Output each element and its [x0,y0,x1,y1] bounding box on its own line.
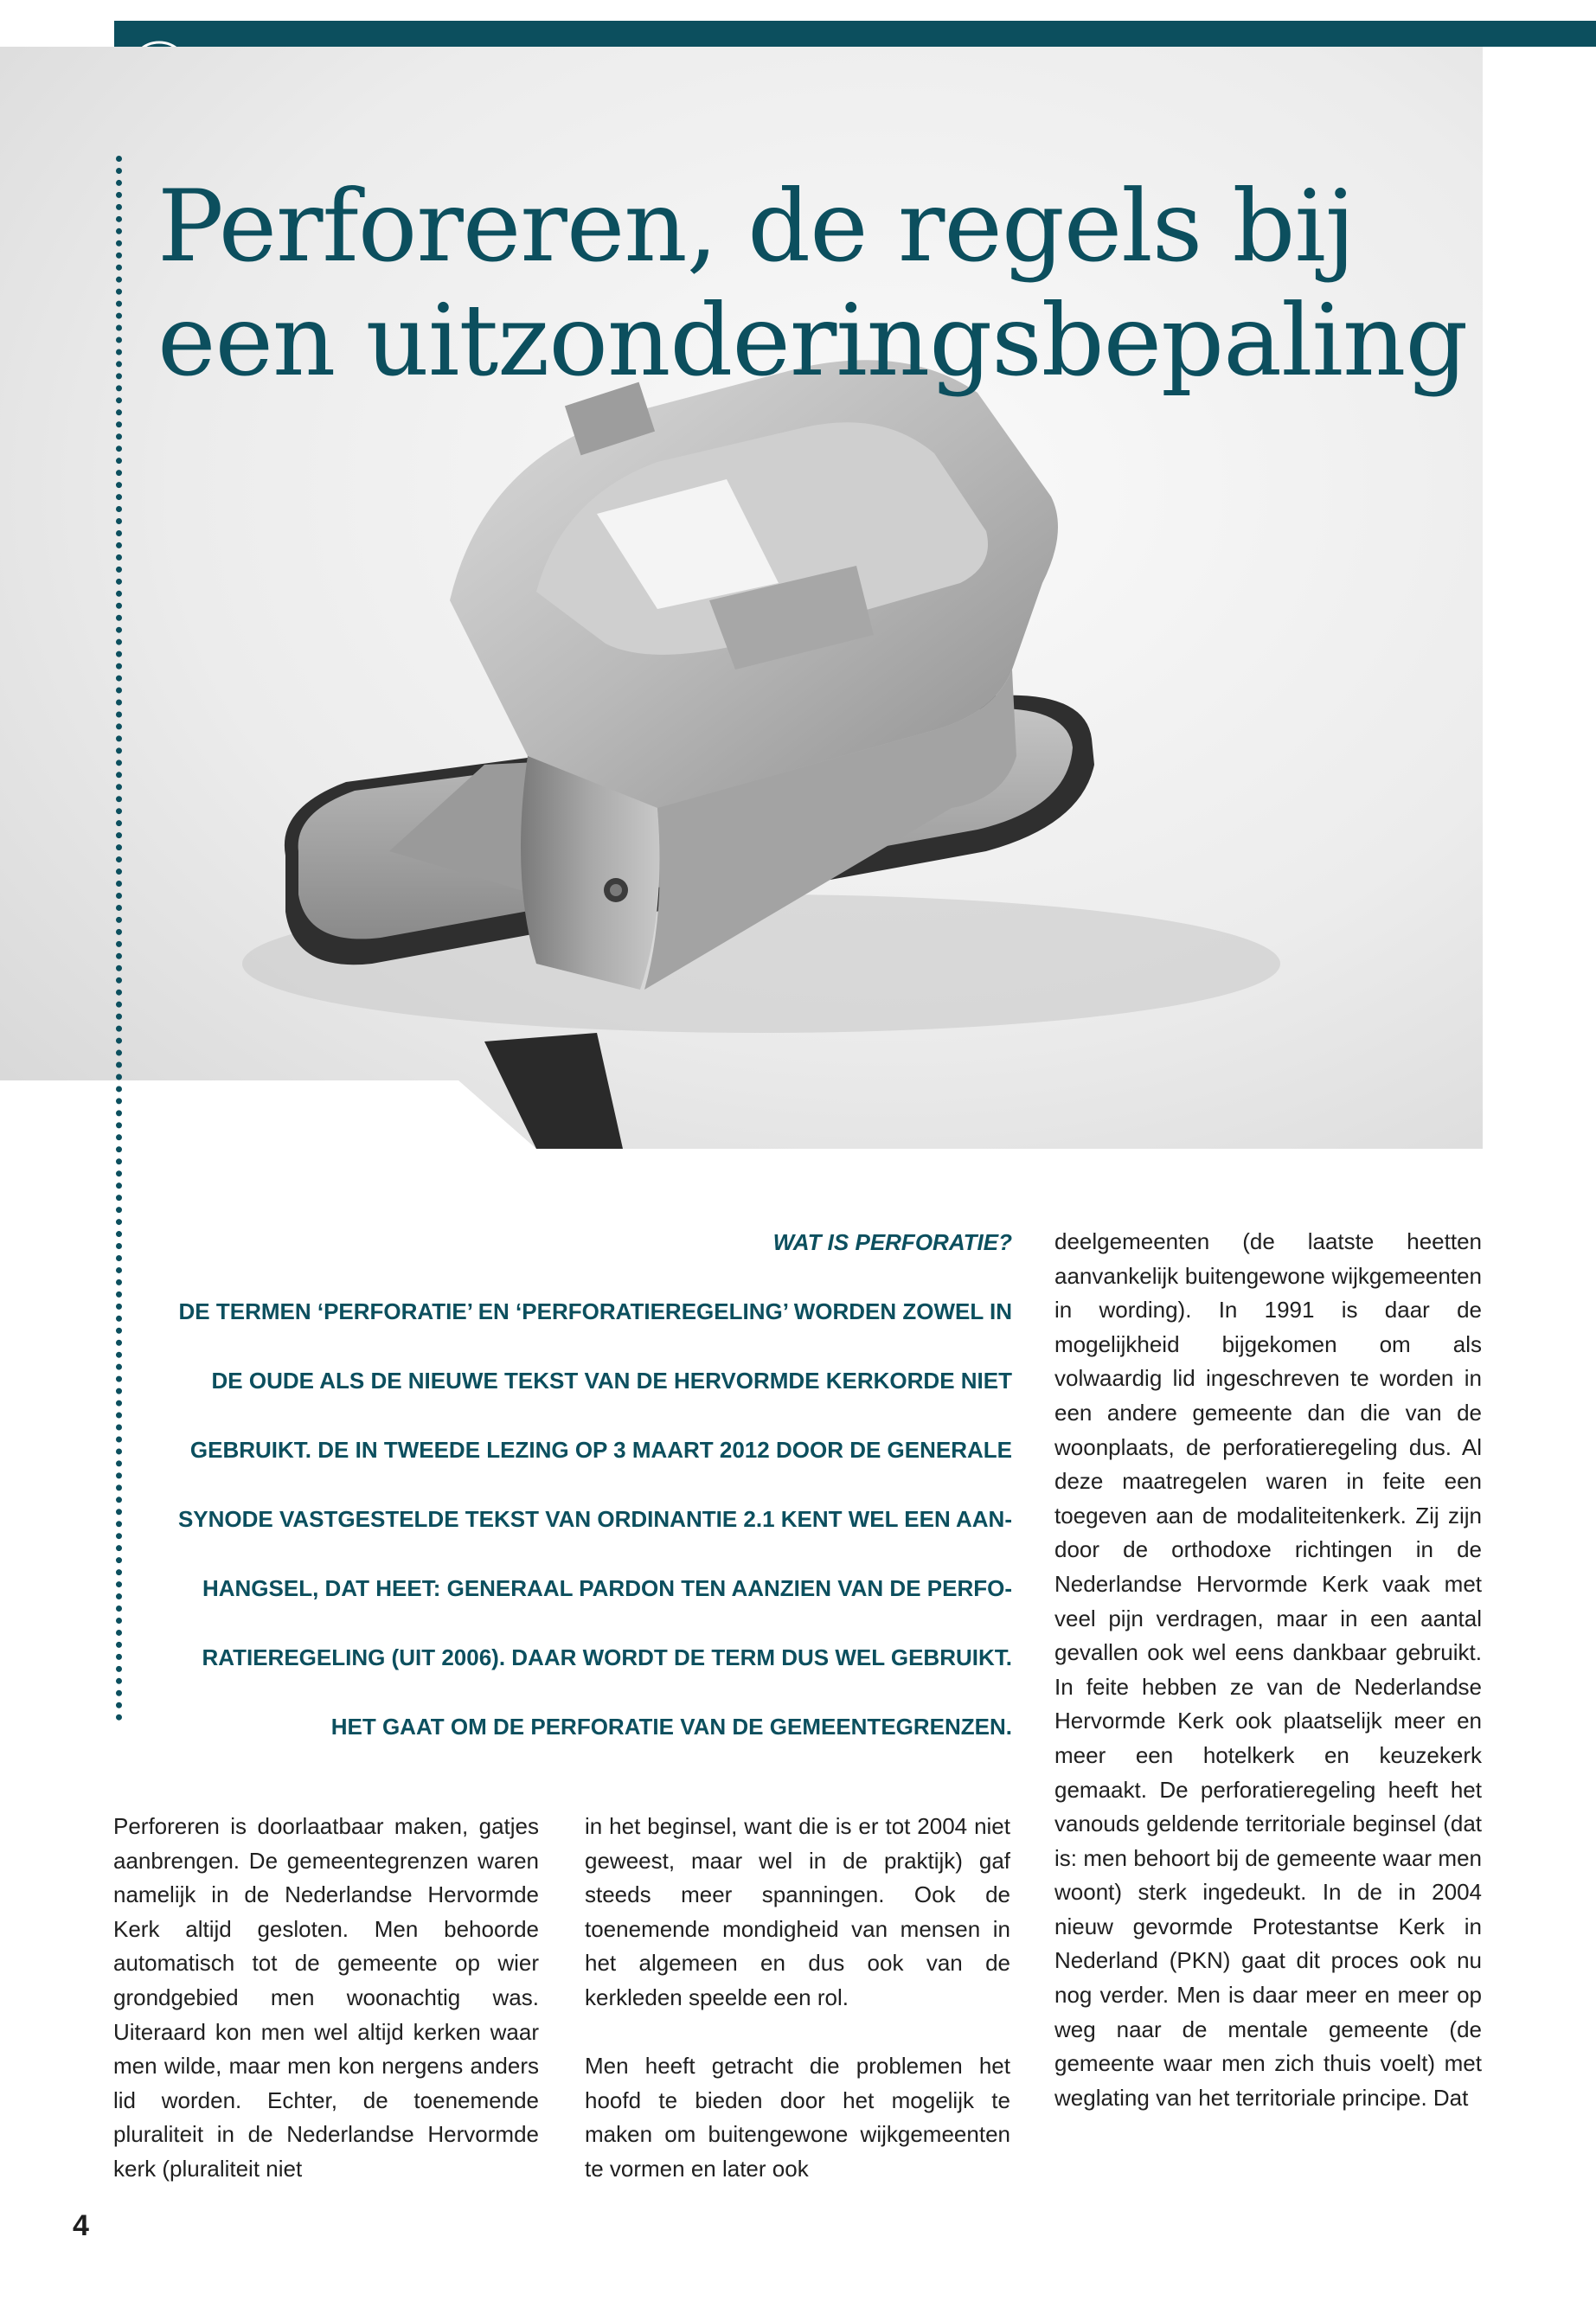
title-line-1: Perforeren, de regels bij [157,169,1356,284]
body-paragraph: in het beginsel, want die is er tot 2004 niet geweest, maar wel in de praktijk) gaf steeds meer spanningen. Ook de toenemende mondigheid van mensen in het algemeen en dus ook van de kerkleden speelde een rol. [585,1813,1010,2010]
lead-line: HANGSEL, DAT HEET: GENERAAL PARDON TEN AANZIEN VAN DE PERFO- [202,1575,1012,1601]
article-title [157,170,1507,398]
body-column-3 [1054,1225,1482,2115]
lead-line: DE TERMEN ‘PERFORATIE’ EN ‘PERFORATIEREGELING’ WORDEN ZOWEL IN [178,1298,1012,1324]
body-paragraph: Perforeren is doorlaatbaar maken, gatjes aanbrengen. De gemeentegrenzen waren namelijk in de Nederlandse Hervormde Kerk altijd gesloten. Men behoorde automatisch tot de gemeente op wier grondgebied men woonachtig was. Uiteraard kon men wel altijd kerken waar men wilde, maar men kon nergens anders lid worden. Echter, de toenemende pluraliteit in de Nederlandse Hervormde kerk (pluraliteit niet [113,1813,539,2182]
page-number: 4 [73,2209,89,2242]
lead-block [130,1225,1012,1744]
dotted-vertical-rule [116,156,122,1721]
body-paragraph: deelgemeenten (de laatste heetten aanvankelijk buitengewone wijkgemeenten in wording). In 1991 is daar de mogelijkheid bijgekomen om als volwaardig lid ingeschreven te worden in een andere gemeente dan die van de woonplaats, de perforatieregeling dus. Al deze maatregelen waren in feite een toegeven aan de modaliteitenkerk. Zij zijn door de orthodoxe richtingen in de Nederlandse Hervormde Kerk vaak met veel pijn verdragen, maar in een aantal gevallen ook wel eens dankbaar gebruikt. In feite hebben ze van de Nederlandse Hervormde Kerk ook plaatselijk meer en meer een hotelkerk en keuzekerk gemaakt. De perforatieregeling heeft het vanouds geldende territoriale beginsel (dat is: men behoort bij de gemeente waar men woont) sterk ingedeukt. In de in 2004 nieuw gevormde Protestantse Kerk in Nederland (PKN) gaat dit proces ook nu nog verder. Men is daar meer en meer op weg naar de mentale gemeente (de gemeente waar men zich thuis voelt) met weglating van het territoriale principe. Dat [1054,1228,1482,2111]
body-paragraph: Men heeft getracht die problemen het hoofd te bieden door het mogelijk te maken om buitengewone wijkgemeenten te vormen en later ook [585,2053,1010,2182]
lead-line: GEBRUIKT. DE IN TWEEDE LEZING OP 3 MAART 2012 DOOR DE GENERALE [189,1437,1012,1463]
body-column-2 [585,1810,1010,2187]
lead-line: DE OUDE ALS DE NIEUWE TEKST VAN DE HERVORMDE KERKORDE NIET [211,1368,1012,1394]
title-line-2: een uitzonderingsbepaling [157,283,1468,398]
body-column-1 [113,1810,539,2187]
lead-question: WAT IS PERFORATIE? [772,1229,1012,1255]
lead-line: SYNODE VASTGESTELDE TEKST VAN ORDINANTIE 2.1 KENT WEL EEN AAN- [177,1506,1012,1532]
lead-line: HET GAAT OM DE PERFORATIE VAN DE GEMEENTEGRENZEN. [330,1714,1012,1740]
lead-line: RATIEREGELING (UIT 2006). DAAR WORDT DE TERM DUS WEL GEBRUIKT. [202,1644,1012,1670]
